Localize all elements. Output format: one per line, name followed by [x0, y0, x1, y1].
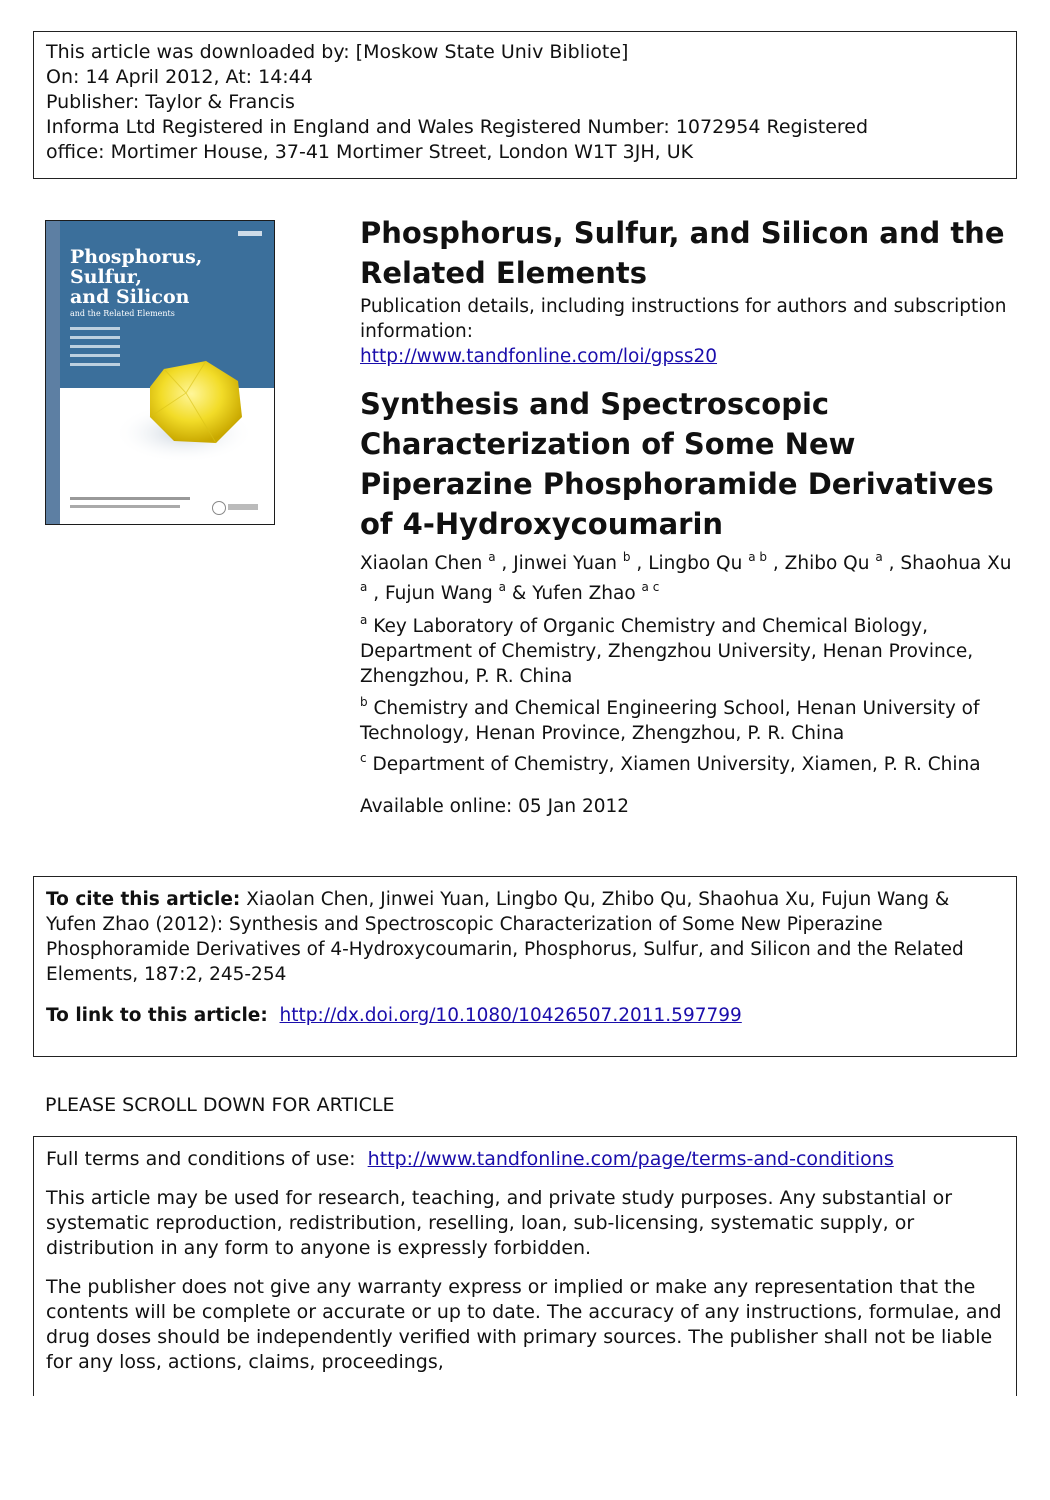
affiliation-b	[360, 696, 1020, 746]
author-affiliation-mark: a	[360, 580, 368, 594]
journal-title: Phosphorus, Sulfur, and Silicon and the Related Elements	[360, 216, 1005, 290]
cover-editor-line	[70, 505, 180, 508]
publisher-logo-text	[228, 504, 258, 510]
terms-box	[33, 1136, 1017, 1396]
author-separator: ,	[367, 583, 386, 604]
cover-editor-line	[70, 497, 190, 500]
author-name: Shaohua Xu	[900, 553, 1012, 574]
author-name: Yufen Zhao	[532, 583, 642, 604]
cover-title-line: and Silicon	[70, 286, 190, 308]
affiliation-c	[360, 752, 1020, 777]
author-name: Xiaolan Chen	[360, 553, 489, 574]
author-affiliation-mark: a	[498, 580, 506, 594]
author-affiliation-mark: b	[622, 550, 631, 564]
citation	[46, 887, 1004, 987]
publisher-logo-icon	[212, 501, 226, 515]
cover-title-line: Phosphorus,	[70, 246, 203, 268]
citation-text: Xiaolan Chen, Jinwei Yuan, Lingbo Qu, Zhibo Qu, Shaohua Xu, Fujun Wang & Yufen Zhao (2012): Synthesis and Spectroscopic Characterization of Some New Piperazine Phosphoramide Derivatives of 4-Hydroxycoumarin, Phosphorus, Sulfur, and Silicon and the Related Elements, 187:2, 245-254	[46, 889, 964, 985]
journal-cover-image	[45, 220, 275, 525]
author-separator: ,	[882, 553, 901, 574]
scroll-down-notice: PLEASE SCROLL DOWN FOR ARTICLE	[45, 1094, 395, 1116]
author-name: Jinwei Yuan	[513, 553, 623, 574]
citation-label: To cite this article:	[46, 889, 241, 910]
author-list	[360, 549, 1020, 609]
download-notice-line: On: 14 April 2012, At: 14:44	[46, 66, 313, 88]
author-name: Lingbo Qu	[648, 553, 749, 574]
author-affiliation-mark: a	[488, 550, 496, 564]
citation-box	[33, 876, 1017, 1057]
author-affiliation-mark: a c	[641, 580, 660, 594]
affiliation-mark: c	[360, 751, 367, 765]
cover-subtitle: and the Related Elements	[70, 309, 175, 318]
crystal-icon	[46, 221, 275, 525]
terms-paragraph: This article may be used for research, teaching, and private study purposes. Any substantial or systematic reproduction, redistribution, reselling, loan, sub-licensing, systematic supply, or distribution in any form to anyone is expressly forbidden.	[46, 1187, 953, 1259]
article-title: Synthesis and Spectroscopic Characterization of Some New Piperazine Phosphoramide Derivatives of 4-Hydroxycoumarin	[360, 387, 994, 541]
cover-title-line: Sulfur,	[70, 266, 142, 288]
affiliation-a	[360, 614, 1020, 689]
download-notice-line: Publisher: Taylor & Francis	[46, 91, 295, 113]
affiliation-mark: a	[360, 613, 368, 627]
affiliation-text: Department of Chemistry, Xiamen University, Xiamen, P. R. China	[372, 754, 981, 775]
author-separator: ,	[767, 553, 785, 574]
affiliation-mark: b	[360, 695, 368, 709]
download-notice-line: This article was downloaded by: [Moskow State Univ Bibliote]	[46, 41, 629, 63]
journal-link[interactable]: http://www.tandfonline.com/loi/gpss20	[360, 346, 718, 367]
download-notice-box	[33, 31, 1017, 179]
terms-link[interactable]: http://www.tandfonline.com/page/terms-and-conditions	[367, 1148, 894, 1170]
article-link-row	[46, 1003, 1004, 1028]
affiliation-text: Chemistry and Chemical Engineering School, Henan University of Technology, Henan Province, Zhengzhou, P. R. China	[360, 698, 980, 744]
author-separator: ,	[495, 553, 514, 574]
download-notice-line: office: Mortimer House, 37-41 Mortimer Street, London W1T 3JH, UK	[46, 141, 694, 163]
available-online-date: Available online: 05 Jan 2012	[360, 796, 630, 817]
author-separator: &	[506, 583, 533, 604]
download-notice-line: Informa Ltd Registered in England and Wales Registered Number: 1072954 Registered	[46, 116, 869, 138]
affiliation-text: Key Laboratory of Organic Chemistry and Chemical Biology, Department of Chemistry, Zhengzhou University, Henan Province, Zhengzhou, P. R. China	[360, 616, 974, 687]
publication-details	[360, 294, 1010, 369]
author-affiliation-mark: a b	[748, 550, 768, 564]
author-affiliation-mark: a	[875, 550, 883, 564]
terms-paragraph: The publisher does not give any warranty express or implied or make any representation that the contents will be complete or accurate or up to date. The accuracy of any instructions, formulae, and drug doses should be independently verified with primary sources. The publisher shall not be liable for any loss, actions, claims, proceedings,	[46, 1276, 1002, 1373]
publication-details-text: Publication details, including instructions for authors and subscription information:	[360, 296, 1007, 342]
article-link-label: To link to this article:	[46, 1005, 268, 1026]
author-name: Zhibo Qu	[784, 553, 876, 574]
terms-header	[46, 1147, 1004, 1172]
terms-label: Full terms and conditions of use:	[46, 1148, 356, 1170]
doi-link[interactable]: http://dx.doi.org/10.1080/10426507.2011.597799	[279, 1005, 742, 1026]
author-name: Fujun Wang	[385, 583, 499, 604]
author-separator: ,	[630, 553, 649, 574]
